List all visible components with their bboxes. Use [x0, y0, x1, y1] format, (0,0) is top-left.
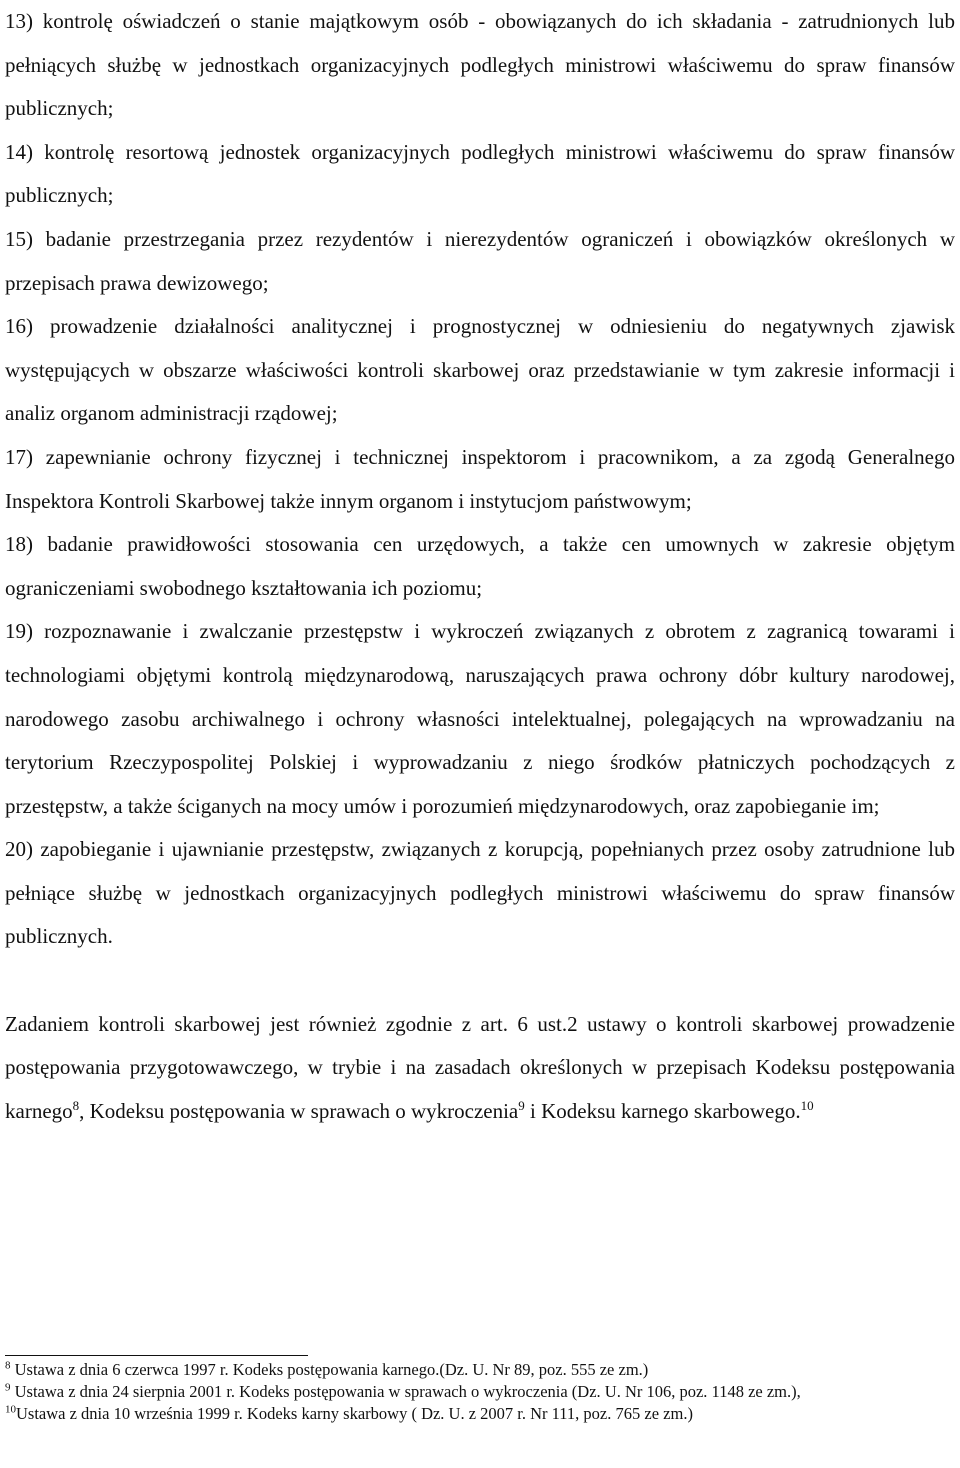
list-item-14 — [5, 131, 955, 218]
item-text: zapewnianie ochrony fizycznej i technicznej inspektorom i pracownikom, a za zgodą Generalnego Inspektora Kontroli Skarbowej także innym organom i instytucjom państwowym; — [5, 444, 955, 513]
footnote-ref-8[interactable]: 8 — [72, 1097, 80, 1113]
list-item-15 — [5, 218, 955, 305]
footnote-ref-9[interactable]: 9 — [518, 1097, 525, 1113]
main-text — [5, 0, 955, 1133]
list-item-18 — [5, 523, 955, 610]
item-number: 20) — [5, 837, 33, 862]
item-number: 15) — [5, 226, 33, 251]
footnotes-section — [5, 1355, 955, 1425]
list-item-16 — [5, 305, 955, 436]
item-number: 14) — [5, 139, 33, 164]
footnote-ref-10[interactable]: 10 — [800, 1097, 814, 1113]
paragraph-spacer — [5, 959, 955, 1003]
footnote-8 — [5, 1359, 955, 1381]
item-text: kontrolę resortową jednostek organizacyjnych podległych ministrowi właściwemu do spraw finansów publicznych; — [5, 139, 955, 208]
item-text: badanie przestrzegania przez rezydentów i nierezydentów ograniczeń i obowiązków określonych w przepisach prawa dewizowego; — [5, 226, 955, 295]
closing-text-part2: , Kodeksu postępowania w sprawach o wykroczenia — [79, 1098, 519, 1123]
item-number: 18) — [5, 532, 33, 557]
footnote-mark: 10 — [5, 1403, 16, 1416]
footnote-text: Ustawa z dnia 10 września 1999 r. Kodeks karny skarbowy ( Dz. U. z 2007 r. Nr 111, poz. 765 ze zm.) — [16, 1404, 693, 1423]
footnote-mark: 9 — [5, 1381, 11, 1394]
item-text: zapobieganie i ujawnianie przestępstw, związanych z korupcją, popełnianych przez osoby zatrudnione lub pełniące służbę w jednostkach organizacyjnych podległych ministrowi właściwemu do spraw finansów publicznych. — [5, 837, 955, 949]
closing-text-part1: Zadaniem kontroli skarbowej jest również zgodnie z art. 6 ust.2 ustawy o kontroli skarbowej prowadzenie postępowania przygotowawczego, w trybie i na zasadach określonych w przepisach Kodeksu postępowania karnego — [5, 1011, 955, 1123]
footnote-text: Ustawa z dnia 24 sierpnia 2001 r. Kodeks postępowania w sprawach o wykroczenia (Dz. U. Nr 106, poz. 1148 ze zm.), — [10, 1382, 801, 1401]
list-item-13 — [5, 0, 955, 131]
footnote-separator — [5, 1355, 308, 1356]
footnote-9 — [5, 1381, 955, 1403]
item-number: 17) — [5, 444, 33, 469]
item-text: rozpoznawanie i zwalczanie przestępstw i wykroczeń związanych z obrotem z zagranicą towarami i technologiami objętymi kontrolą międzynarodową, naruszających prawa ochrony dóbr kultury narodowej, narodowego zasobu archiwalnego i ochrony własności intelektualnej, polegających na wprowadzaniu na terytorium Rzeczypospolitej Polskiej i wyprowadzaniu z niego środków płatniczych pochodzących z przestępstw, a także ściganych na mocy umów i porozumień międzynarodowych, oraz zapobieganie im; — [5, 619, 955, 818]
closing-paragraph — [5, 1003, 955, 1134]
item-number: 13) — [5, 9, 33, 33]
item-text: badanie prawidłowości stosowania cen urzędowych, a także cen umownych w zakresie objętym ograniczeniami swobodnego kształtowania ich poziomu; — [5, 532, 955, 600]
footnote-mark: 8 — [5, 1359, 11, 1372]
closing-text-part3: i Kodeksu karnego skarbowego. — [524, 1098, 801, 1123]
footnote-10 — [5, 1403, 955, 1425]
item-number: 19) — [5, 619, 33, 644]
list-item-20 — [5, 828, 955, 959]
item-text: prowadzenie działalności analitycznej i prognostycznej w odniesieniu do negatywnych zjawisk występujących w obszarze właściwości kontroli skarbowej oraz przedstawianie w tym zakresie informacji i analiz organom administracji rządowej; — [5, 314, 955, 426]
footnote-text: Ustawa z dnia 6 czerwca 1997 r. Kodeks postępowania karnego.(Dz. U. Nr 89, poz. 555 ze zm.) — [10, 1360, 649, 1379]
item-text: kontrolę oświadczeń o stanie majątkowym osób - obowiązanych do ich składania - zatrudnionych lub pełniących służbę w jednostkach organizacyjnych podległych ministrowi właściwemu do spraw finansów publicznych; — [5, 9, 955, 121]
list-item-17 — [5, 436, 955, 523]
list-item-19 — [5, 610, 955, 828]
item-number: 16) — [5, 314, 33, 339]
